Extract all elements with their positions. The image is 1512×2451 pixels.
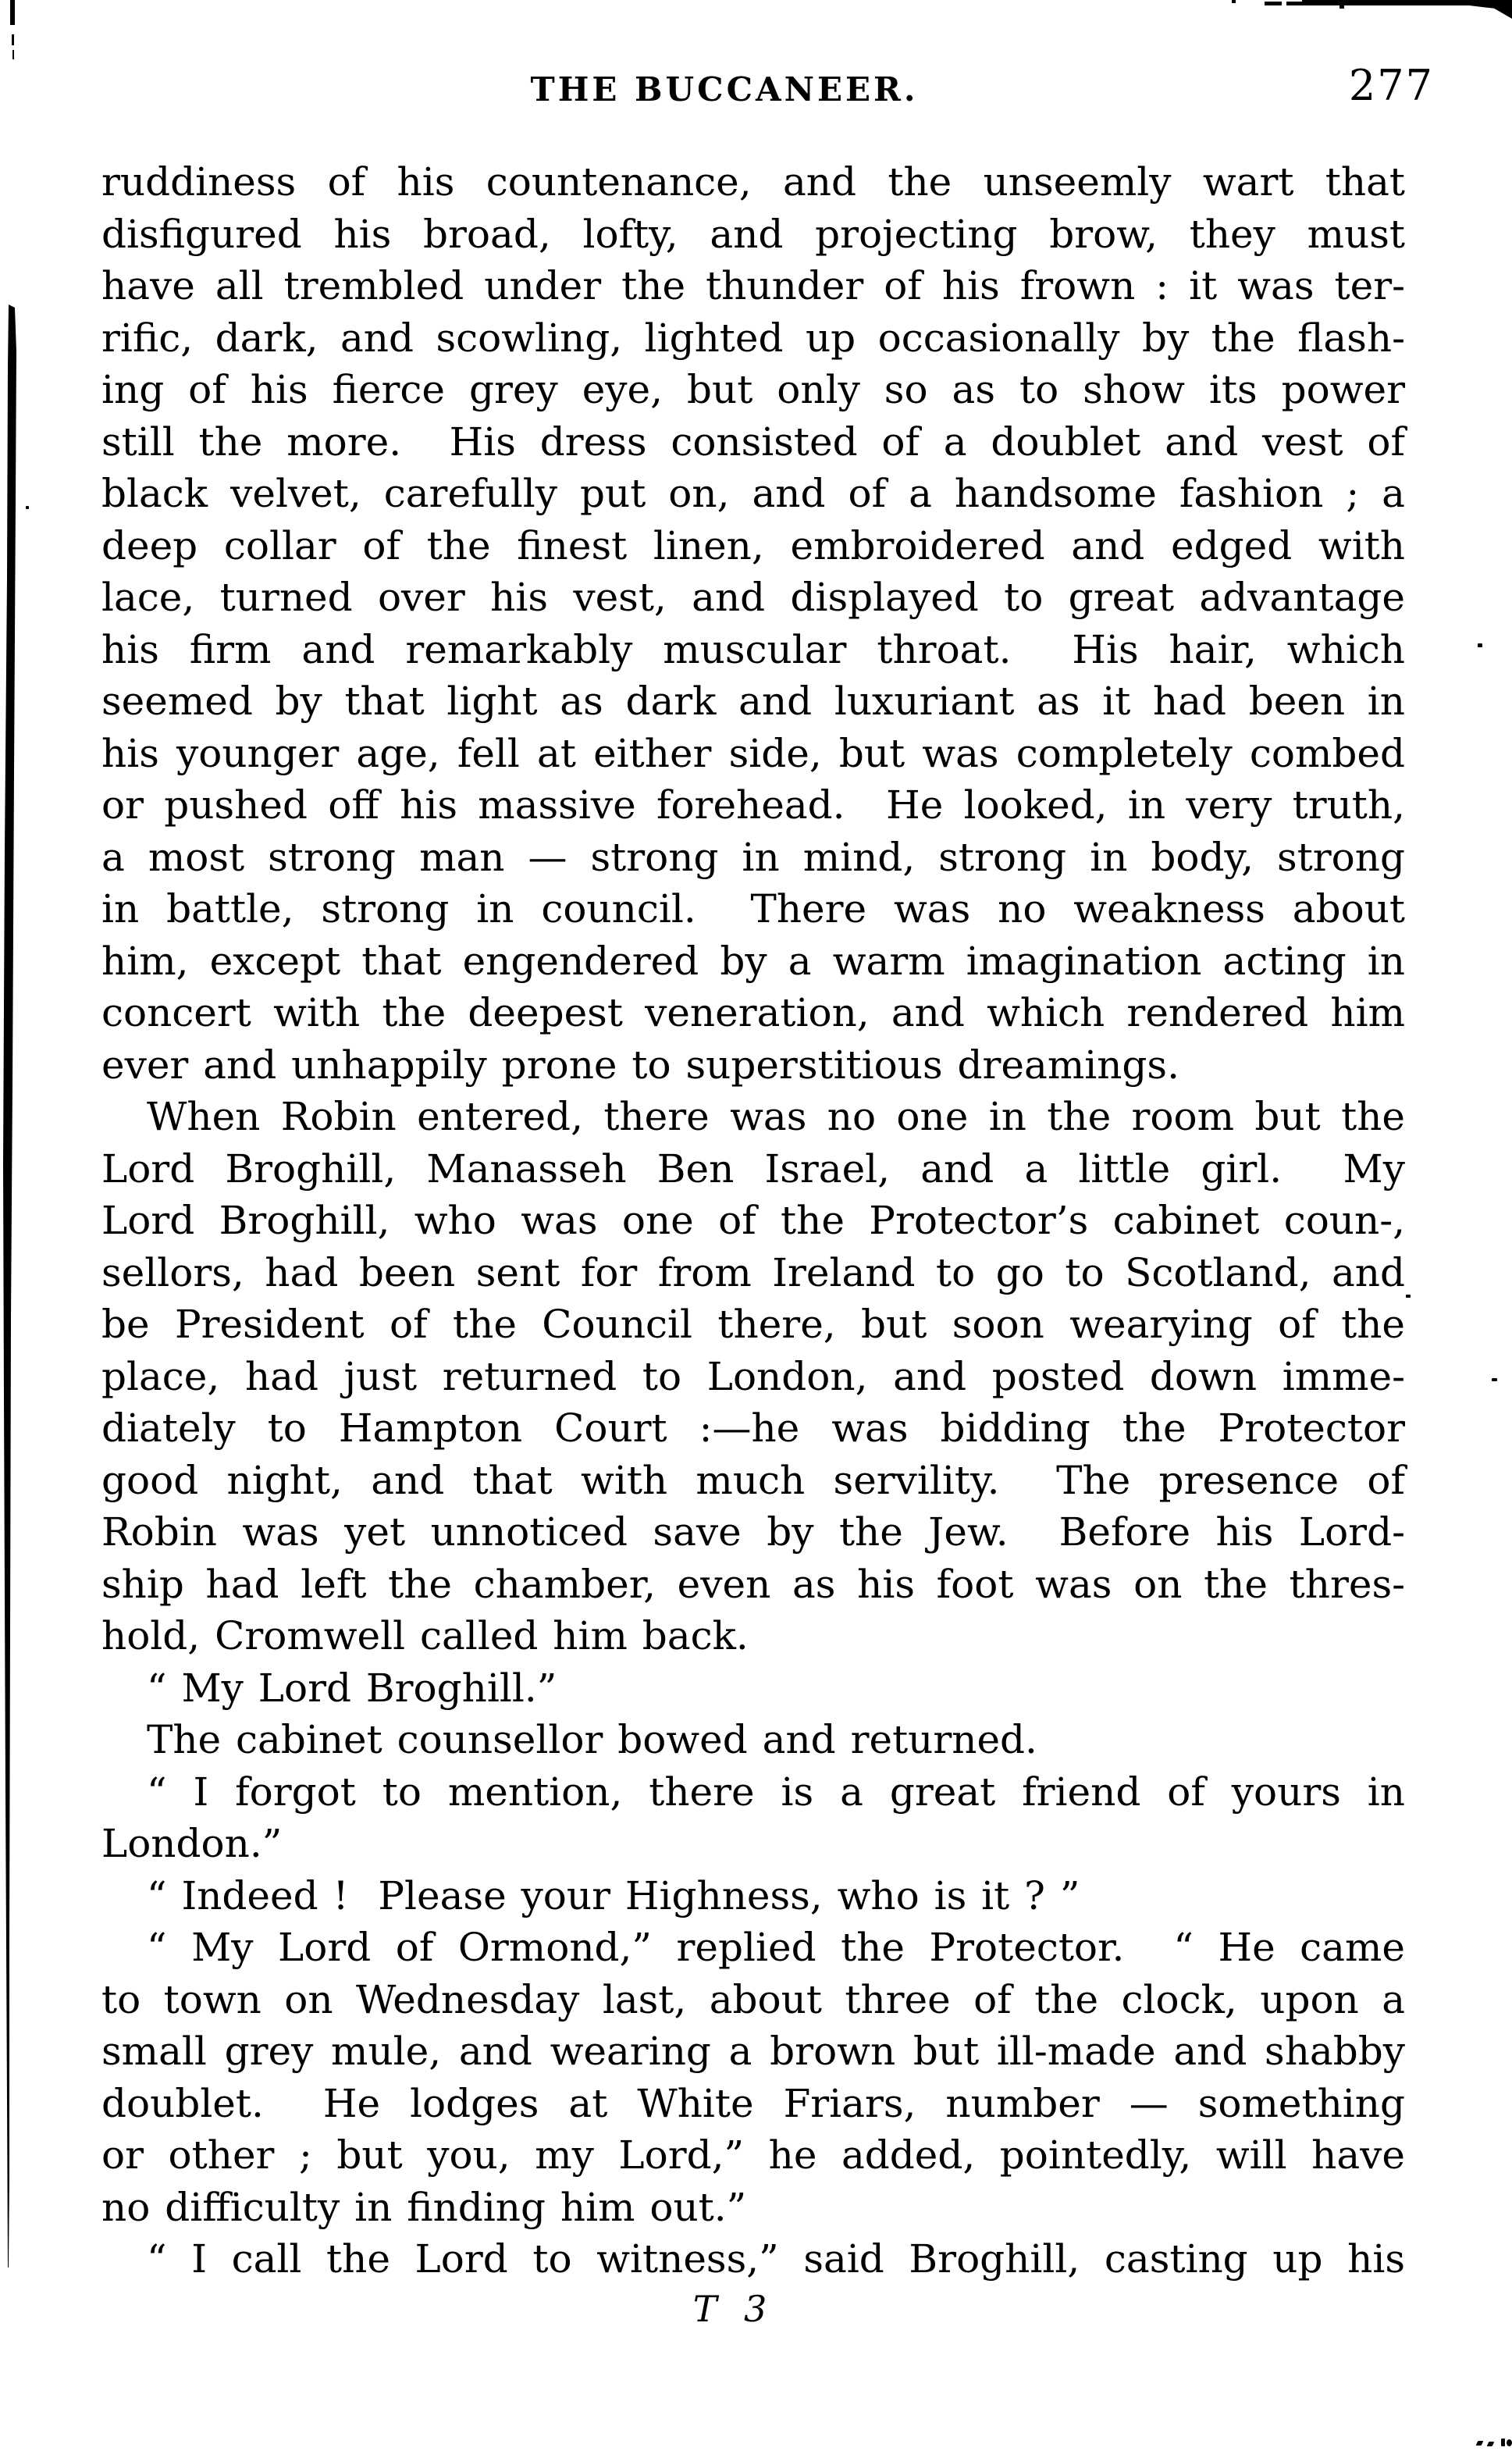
text-line: London.” bbox=[101, 1821, 283, 1866]
text-line: in battle, strong in council. There was no weakness about bbox=[101, 886, 1405, 932]
text-line: doublet. He lodges at White Friars, number — something bbox=[101, 2080, 1405, 2126]
text-line: his younger age, fell at either side, but was completely combed bbox=[101, 730, 1405, 776]
running-head bbox=[101, 70, 1405, 109]
text-line: good night, and that with much servility. The presence of bbox=[101, 1457, 1405, 1503]
text-line: no difficulty in finding him out.” bbox=[101, 2184, 747, 2230]
scan-artifact-top-dash bbox=[1286, 2, 1302, 5]
scan-speck bbox=[1478, 643, 1482, 647]
text-line: When Robin entered, there was no one in the room but the bbox=[147, 1094, 1405, 1139]
text-line: be President of the Council there, but soon wearying of the bbox=[101, 1302, 1405, 1347]
body-text bbox=[101, 156, 1405, 2285]
text-line: The cabinet counsellor bowed and returned. bbox=[147, 1717, 1037, 1762]
scan-speck bbox=[1406, 1295, 1411, 1298]
text-line: him, except that engendered by a warm imagination acting in bbox=[101, 938, 1405, 984]
text-line: rific, dark, and scowling, lighted up occasionally by the flash- bbox=[101, 315, 1405, 361]
text-line: ever and unhappily prone to superstitious dreamings. bbox=[101, 1042, 1179, 1088]
text-line: have all trembled under the thunder of his frown : it was ter- bbox=[101, 263, 1405, 308]
scan-artifact-topleft-tick bbox=[12, 50, 14, 59]
text-line: ing of his fierce grey eye, but only so as to show its power bbox=[101, 367, 1405, 412]
text-line: or other ; but you, my Lord,” he added, pointedly, will have bbox=[101, 2132, 1405, 2178]
scan-speck bbox=[1507, 2439, 1512, 2446]
text-line: black velvet, carefully put on, and of a handsome fashion ; a bbox=[101, 471, 1405, 516]
scan-artifact-top-dash bbox=[1232, 0, 1236, 3]
text-line: disfigured his broad, lofty, and projecting brow, they must bbox=[101, 211, 1405, 257]
text-line: sellors, had been sent for from Ireland to go to Scotland, and bbox=[101, 1249, 1405, 1295]
text-line: concert with the deepest veneration, and which rendered him bbox=[101, 990, 1405, 1035]
scan-speck bbox=[1492, 1378, 1497, 1381]
text-line: ship had left the chamber, even as his foot was on the thres- bbox=[101, 1561, 1405, 1607]
text-line: or pushed off his massive forehead. He looked, in very truth, bbox=[101, 782, 1405, 828]
text-line: “ I call the Lord to witness,” said Broghill, casting up his bbox=[147, 2236, 1405, 2282]
text-line: hold, Cromwell called him back. bbox=[101, 1613, 749, 1658]
scan-artifact-top-dash bbox=[1265, 2, 1282, 5]
text-line: place, had just returned to London, and posted down imme- bbox=[101, 1353, 1405, 1399]
text-line: “ My Lord of Ormond,” replied the Protector. “ He came bbox=[147, 1925, 1405, 1970]
text-line: deep collar of the finest linen, embroidered and edged with bbox=[101, 522, 1405, 568]
scan-speck bbox=[1501, 2439, 1505, 2446]
scan-artifact-top-bar bbox=[1339, 0, 1344, 9]
scan-artifact-topleft-tick bbox=[10, 0, 15, 25]
scan-artifact-topleft-tick bbox=[12, 34, 14, 45]
scan-artifact-corner-wedge bbox=[1468, 0, 1512, 19]
page-number: 277 bbox=[1348, 61, 1434, 110]
text-line: Lord Broghill, who was one of the Protector’s cabinet coun-, bbox=[101, 1198, 1405, 1243]
text-line: lace, turned over his vest, and displayed to great advantage bbox=[101, 575, 1405, 620]
text-line: “ Indeed ! Please your Highness, who is it ? ” bbox=[147, 1872, 1080, 1918]
text-line: his firm and remarkably muscular throat. His hair, which bbox=[101, 626, 1405, 672]
text-line: a most strong man — strong in mind, strong in body, strong bbox=[101, 834, 1405, 880]
scan-artifact-left-bar bbox=[0, 305, 20, 2268]
text-line: diately to Hampton Court :—he was bidding the Protector bbox=[101, 1405, 1405, 1451]
printer-signature: T 3 bbox=[692, 2288, 775, 2330]
text-line: ruddiness of his countenance, and the unseemly wart that bbox=[101, 159, 1405, 205]
scan-speck bbox=[1476, 2441, 1484, 2446]
text-line: “ I forgot to mention, there is a great friend of yours in bbox=[147, 1769, 1405, 1815]
text-line: Robin was yet unnoticed save by the Jew. Before his Lord- bbox=[101, 1509, 1405, 1555]
text-line: small grey mule, and wearing a brown but ill-made and shabby bbox=[101, 2029, 1405, 2074]
running-title: THE BUCCANEER. bbox=[530, 70, 919, 109]
scan-speck bbox=[26, 506, 29, 509]
text-line: “ My Lord Broghill.” bbox=[147, 1665, 557, 1711]
text-line: seemed by that light as dark and luxuriant as it had been in bbox=[101, 679, 1405, 724]
text-line: still the more. His dress consisted of a doublet and vest of bbox=[101, 419, 1405, 465]
scan-speck bbox=[1487, 2442, 1495, 2446]
text-line: to town on Wednesday last, about three of the clock, upon a bbox=[101, 1976, 1405, 2022]
text-line: Lord Broghill, Manasseh Ben Israel, and a little girl. My bbox=[101, 1145, 1405, 1192]
